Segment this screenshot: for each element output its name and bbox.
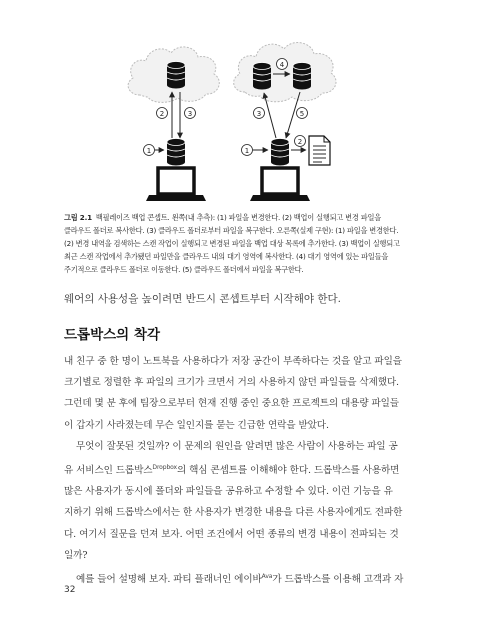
paragraph-line: 크기별로 정렬한 후 파일의 크기가 크면서 거의 사용하지 않던 파일들을 삭제했다. bbox=[64, 377, 399, 389]
left-step-1-label: 1 bbox=[146, 147, 152, 155]
backup-list-document-icon bbox=[309, 136, 330, 165]
backup-concept-figure bbox=[0, 0, 500, 210]
figure-number: 그림 2.1 bbox=[64, 213, 92, 222]
text-segment: 예를 들어 설명해 보자. 파티 플래너인 에이바 bbox=[76, 574, 262, 586]
right-step-2-label: 2 bbox=[297, 138, 303, 146]
paragraph-3 bbox=[64, 566, 436, 590]
paragraph-line: 내 친구 중 한 명이 노트북을 사용하다가 저장 공간이 부족하다는 것을 알고 파일을 bbox=[64, 356, 402, 367]
right-step-4-label: 4 bbox=[279, 61, 285, 69]
figure-caption bbox=[64, 211, 436, 276]
section-title: 드롭박스의 착각 bbox=[64, 327, 160, 343]
paragraph-line bbox=[64, 566, 436, 590]
left-step-2-label: 2 bbox=[159, 110, 165, 118]
left-step-3-label: 3 bbox=[187, 110, 193, 118]
paragraph-line: 많은 사용자가 동시에 폴더와 파일들을 공유하고 수정할 수 있다. 이런 기능을 유 bbox=[64, 486, 393, 498]
paragraph-line: 다. 여기서 질문을 던져 보자. 어떤 조건에서 어떤 종류의 변경 내용이 전파되는 것 bbox=[64, 528, 399, 540]
paragraph-2 bbox=[64, 436, 436, 566]
right-cloud bbox=[234, 43, 336, 102]
paragraph-line: 이 갑자기 사라졌는데 무슨 일인지를 묻는 긴급한 연락을 받았다. bbox=[64, 419, 329, 431]
right-cloud-staging-database-icon bbox=[253, 63, 271, 90]
left-cloud-database-icon bbox=[167, 62, 185, 89]
paragraph-line bbox=[64, 457, 436, 481]
paragraph-line: 지하기 위해 드롭박스에서는 한 사용자가 변경한 내용을 다른 사용자에게도 전파한 bbox=[64, 507, 403, 519]
right-step-5-label: 5 bbox=[299, 110, 305, 118]
caption-line-5: 주기적으로 클라우드 폴더로 이동한다. (5) 클라우드 폴더에서 파일을 복구한다. bbox=[64, 265, 304, 274]
body-text bbox=[64, 351, 436, 590]
right-local-database-icon bbox=[271, 139, 289, 166]
left-local-database-icon bbox=[167, 139, 185, 166]
left-diagram bbox=[128, 47, 219, 201]
caption-line-2: 클라우드 폴더로 복사한다. (3) 클라우드 폴더로부터 파일을 복구한다. 오른쪽(실제 구현): (1) 파일을 변경한다. bbox=[64, 226, 399, 235]
superscript: Dropbox bbox=[152, 464, 178, 472]
caption-line-1-text: 백필레이즈 백업 콘셉트. 왼쪽(내 추측): (1) 파일을 변경한다. (2) 백업이 실행되고 변경 파일을 bbox=[95, 213, 381, 222]
text-segment: 유 서비스인 드롭박스 bbox=[64, 465, 153, 477]
right-cloud-folder-database-icon bbox=[293, 63, 311, 90]
caption-line-4: 최근 스캔 작업에서 추가됐던 파일만을 클라우드 내의 대기 영역에 복사한다. (4) 대기 영역에 있는 파일들을 bbox=[64, 252, 389, 261]
paragraph-1 bbox=[64, 351, 436, 436]
left-laptop-icon bbox=[146, 168, 206, 201]
paragraph-line: 일까? bbox=[64, 549, 88, 561]
intro-sentence: 웨어의 사용성을 높이려면 반드시 콘셉트부터 시작해야 한다. bbox=[64, 293, 341, 305]
text-segment: 의 핵심 콘셉트를 이해해야 한다. 드롭박스를 사용하면 bbox=[177, 465, 400, 477]
paragraph-line: 무엇이 잘못된 것일까? 이 문제의 원인을 알려면 많은 사람이 사용하는 파일 공 bbox=[76, 440, 398, 452]
page-number: 32 bbox=[64, 585, 76, 595]
paragraph-line: 그런데 몇 분 후에 팀장으로부터 현재 진행 중인 중요한 프로젝트의 대용량 파일들 bbox=[64, 398, 399, 410]
text-segment: 가 드롭박스를 이용해 고객과 자 bbox=[272, 574, 404, 586]
right-diagram bbox=[234, 43, 336, 201]
right-step-3-label: 3 bbox=[256, 110, 262, 118]
right-laptop-icon bbox=[250, 168, 310, 201]
caption-line-3: (2) 변경 내역을 검색하는 스캔 작업이 실행되고 변경된 파일을 백업 대상 목록에 추가한다. (3) 백업이 실행되고 bbox=[64, 239, 400, 248]
superscript: Ava bbox=[261, 573, 273, 581]
right-step-1-label: 1 bbox=[244, 147, 250, 155]
caption-line-1 bbox=[64, 211, 436, 224]
